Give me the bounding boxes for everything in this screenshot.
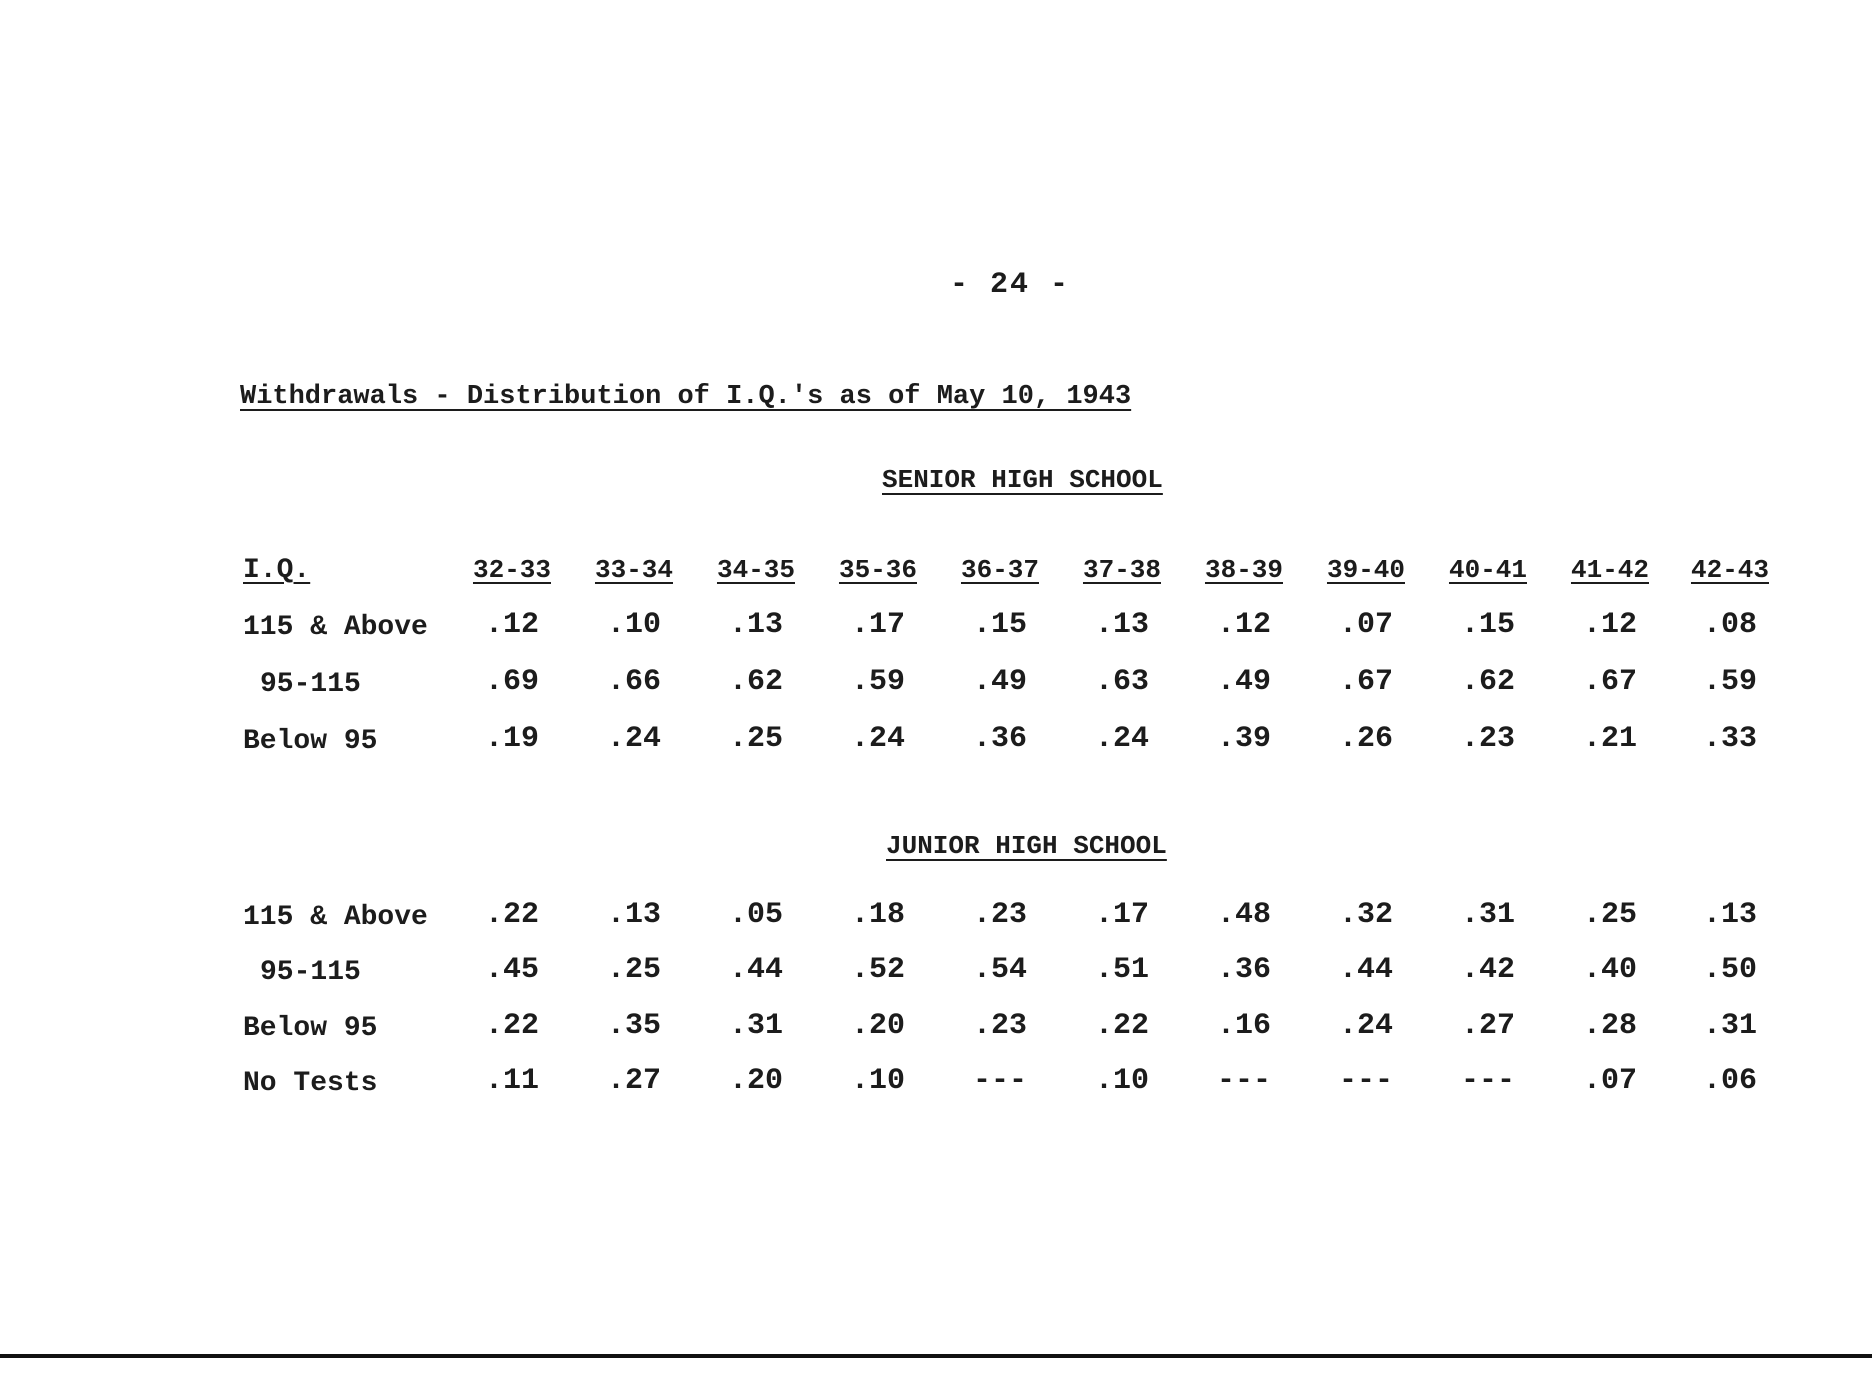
column-header-year: 39-40	[1326, 555, 1405, 585]
table-cell: .35	[606, 1009, 661, 1043]
table-cell: .12	[1582, 608, 1637, 642]
table-cell: .48	[1216, 898, 1271, 932]
column-header-year: 32-33	[472, 555, 551, 585]
row-label: No Tests	[243, 1068, 378, 1099]
table-cell: .10	[850, 1064, 905, 1098]
table-cell: .22	[484, 898, 539, 932]
table-cell: .19	[484, 722, 539, 756]
table-cell: .13	[728, 608, 783, 642]
table-cell: .36	[972, 722, 1027, 756]
page-bottom-border	[0, 1354, 1872, 1358]
table-cell: .23	[972, 898, 1027, 932]
row-label: Below 95	[243, 726, 378, 757]
table-cell: .52	[850, 953, 905, 987]
table-cell: .16	[1216, 1009, 1271, 1043]
table-cell: .15	[972, 608, 1027, 642]
column-header-year: 34-35	[716, 555, 795, 585]
column-header-year: 36-37	[960, 555, 1039, 585]
table-cell: .05	[728, 898, 783, 932]
senior-high-heading: SENIOR HIGH SCHOOL	[882, 465, 1163, 495]
table-cell: .24	[850, 722, 905, 756]
table-cell: .33	[1702, 722, 1757, 756]
table-cell: .24	[606, 722, 661, 756]
table-cell: ---	[972, 1064, 1027, 1098]
table-cell: .51	[1094, 953, 1149, 987]
table-cell: .28	[1582, 1009, 1637, 1043]
column-header-year: 33-34	[594, 555, 673, 585]
table-cell: .10	[606, 608, 661, 642]
table-cell: .11	[484, 1064, 539, 1098]
table-cell: .59	[1702, 665, 1757, 699]
table-cell: .17	[850, 608, 905, 642]
table-cell: .20	[728, 1064, 783, 1098]
table-cell: .31	[1460, 898, 1515, 932]
table-cell: .08	[1702, 608, 1757, 642]
table-cell: .67	[1582, 665, 1637, 699]
table-cell: .20	[850, 1009, 905, 1043]
table-cell: .50	[1702, 953, 1757, 987]
column-header-year: 40-41	[1448, 555, 1527, 585]
table-cell: .13	[1094, 608, 1149, 642]
table-cell: .10	[1094, 1064, 1149, 1098]
document-title: Withdrawals - Distribution of I.Q.'s as of May 10, 1943	[240, 382, 1132, 412]
row-label: 95-115	[260, 669, 361, 700]
table-cell: .17	[1094, 898, 1149, 932]
table-cell: .25	[1582, 898, 1637, 932]
table-cell: .22	[1094, 1009, 1149, 1043]
junior-high-heading: JUNIOR HIGH SCHOOL	[886, 831, 1167, 861]
column-header-year: 37-38	[1082, 555, 1161, 585]
table-cell: .69	[484, 665, 539, 699]
table-cell: .26	[1338, 722, 1393, 756]
iq-column-header: I.Q.	[243, 555, 311, 586]
table-cell: .32	[1338, 898, 1393, 932]
table-cell: .13	[606, 898, 661, 932]
column-header-year: 35-36	[838, 555, 917, 585]
table-cell: .18	[850, 898, 905, 932]
table-cell: ---	[1460, 1064, 1515, 1098]
table-cell: .23	[1460, 722, 1515, 756]
table-cell: .24	[1094, 722, 1149, 756]
page-number: - 24 -	[950, 268, 1071, 302]
table-cell: .13	[1702, 898, 1757, 932]
table-cell: .54	[972, 953, 1027, 987]
table-cell: .27	[606, 1064, 661, 1098]
table-cell: .12	[484, 608, 539, 642]
row-label: 115 & Above	[243, 612, 428, 643]
row-label: Below 95	[243, 1013, 378, 1044]
table-cell: .12	[1216, 608, 1271, 642]
column-header-year: 41-42	[1570, 555, 1649, 585]
table-cell: .39	[1216, 722, 1271, 756]
table-cell: .49	[1216, 665, 1271, 699]
table-cell: .25	[606, 953, 661, 987]
table-cell: .42	[1460, 953, 1515, 987]
table-cell: .07	[1582, 1064, 1637, 1098]
table-cell: .23	[972, 1009, 1027, 1043]
table-cell: .45	[484, 953, 539, 987]
table-cell: .31	[1702, 1009, 1757, 1043]
table-cell: .22	[484, 1009, 539, 1043]
row-label: 115 & Above	[243, 902, 428, 933]
row-label: 95-115	[260, 957, 361, 988]
table-cell: .15	[1460, 608, 1515, 642]
table-cell: .25	[728, 722, 783, 756]
table-cell: .67	[1338, 665, 1393, 699]
table-cell: ---	[1216, 1064, 1271, 1098]
table-cell: .40	[1582, 953, 1637, 987]
column-header-year: 42-43	[1690, 555, 1769, 585]
table-cell: .49	[972, 665, 1027, 699]
table-cell: .07	[1338, 608, 1393, 642]
table-cell: .36	[1216, 953, 1271, 987]
table-cell: .44	[728, 953, 783, 987]
table-cell: .06	[1702, 1064, 1757, 1098]
table-cell: .66	[606, 665, 661, 699]
table-cell: .27	[1460, 1009, 1515, 1043]
table-cell: .62	[1460, 665, 1515, 699]
table-cell: .59	[850, 665, 905, 699]
table-cell: ---	[1338, 1064, 1393, 1098]
table-cell: .44	[1338, 953, 1393, 987]
table-cell: .62	[728, 665, 783, 699]
table-cell: .24	[1338, 1009, 1393, 1043]
table-cell: .63	[1094, 665, 1149, 699]
table-cell: .31	[728, 1009, 783, 1043]
column-header-year: 38-39	[1204, 555, 1283, 585]
table-cell: .21	[1582, 722, 1637, 756]
